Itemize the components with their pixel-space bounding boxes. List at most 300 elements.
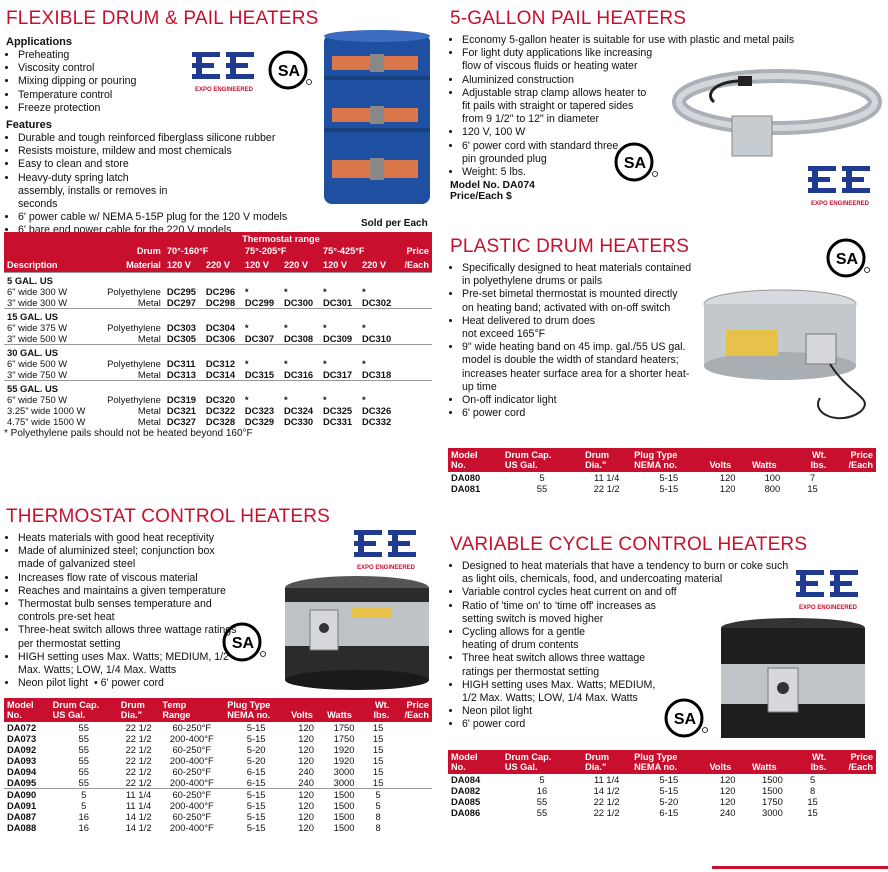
table-cell (829, 807, 876, 818)
table-cell: DA072 (7, 722, 37, 733)
header-cell (796, 448, 829, 472)
table-cell: * (362, 394, 366, 405)
col-220v: 220 V (362, 260, 387, 270)
table-cell: 22 1/2 (125, 755, 152, 766)
list-item: • HIGH setting uses Max. Watts; MEDIUM, 1/2 Max. Watts; LOW, 1/4 Max. Watts (462, 679, 662, 705)
table-cell: 120 (719, 483, 736, 494)
table-cell: 120 (298, 789, 314, 800)
table-cell: 120 (298, 755, 314, 766)
table-cell: 16 (78, 811, 89, 822)
table-cell: 5-15 (246, 811, 266, 822)
table-cell: DC313 (166, 369, 197, 380)
list-item: • Designed to heat materials that have a tendency to burn or coke such as light oils, chemicals, food, and undercoating material (462, 560, 802, 586)
table-cell: 6" wide 750 W (7, 394, 68, 405)
ee-logo-icon (794, 568, 862, 604)
table-cell: 3.25" wide 1000 W (7, 405, 86, 416)
header-line: Drum (585, 752, 610, 762)
table-cell: 5 (539, 472, 545, 483)
header-line: Range (162, 710, 191, 720)
table-row (448, 785, 876, 796)
table-cell: 6-15 (246, 777, 266, 788)
table-cell: DC329 (244, 416, 275, 427)
table-header-row (448, 750, 876, 774)
table-cell: 5 (375, 800, 381, 811)
table-cell: * (283, 322, 288, 333)
header-line: /Each (848, 460, 873, 470)
table-cell: 60-250°F (172, 789, 212, 800)
table-header-row (4, 232, 432, 244)
header-line (327, 700, 361, 710)
table-row (4, 733, 432, 744)
list-item: • Thermostat bulb senses temperature and controls pre-set heat (18, 598, 238, 624)
price-cell (398, 405, 432, 416)
col-120v: 120 V (244, 260, 269, 270)
header-cell (706, 448, 749, 472)
table-cell: DC321 (166, 405, 197, 416)
table-row (4, 394, 432, 405)
table-cell: 3000 (333, 766, 355, 777)
price-cell (392, 811, 432, 822)
table-row (4, 358, 432, 369)
csa-icon (614, 140, 660, 184)
header-line: Plug Type (634, 450, 678, 460)
col-description: Description (7, 260, 58, 270)
header-cell (159, 698, 224, 722)
thermostat-table-wrap (4, 698, 432, 833)
thermostat-table (4, 698, 432, 833)
table-cell: 55 (78, 766, 89, 777)
flexible-table-wrap (4, 232, 432, 439)
table-cell: DC306 (205, 333, 236, 344)
table-cell: 1500 (761, 774, 783, 785)
ee-logo-icon (190, 50, 258, 86)
csa-text: SA (673, 711, 697, 728)
table-cell: 120 (719, 785, 736, 796)
table-cell: DA094 (7, 766, 37, 777)
list-item: • Pre-set bimetal thermostat is mounted directly on heating band; activated with on-off switch (462, 288, 692, 314)
header-cell (502, 448, 582, 472)
table-cell: * (244, 358, 249, 369)
list-item: • 6' power cord (462, 718, 802, 731)
thermostat-title: THERMOSTAT CONTROL HEATERS (6, 506, 330, 527)
list-item: • 6' power cord with standard three pin grounded plug (462, 140, 622, 166)
table-row (4, 744, 432, 755)
table-cell: DC324 (283, 405, 314, 416)
header-line: Drum (120, 700, 145, 710)
list-item-text: Neon pilot light (18, 677, 89, 690)
table-cell: DA088 (7, 822, 37, 833)
table-cell: 55 (78, 755, 89, 766)
table-cell: 6" wide 500 W (7, 358, 68, 369)
table-cell: DA080 (451, 472, 481, 483)
header-cell (502, 750, 582, 774)
table-cell: * (244, 322, 249, 333)
table-cell: DC328 (205, 416, 236, 427)
table-cell: Metal (137, 297, 161, 308)
flexible-title: FLEXIBLE DRUM & PAIL HEATERS (6, 8, 319, 29)
variable-title: VARIABLE CYCLE CONTROL HEATERS (450, 534, 808, 555)
table-cell: 3000 (761, 807, 783, 818)
header-cell (224, 698, 288, 722)
price-cell (398, 333, 432, 345)
header-cell (631, 448, 706, 472)
expo-engineered-logo (352, 528, 420, 571)
price-cell (392, 744, 432, 755)
header-line: Plug Type (227, 700, 271, 710)
header-line (291, 700, 321, 710)
header-line: /Each (404, 710, 429, 720)
table-cell: 14 1/2 (125, 822, 152, 833)
range-2: 75°-205°F (244, 246, 287, 256)
table-cell: * (322, 286, 327, 297)
csa-logo (222, 620, 268, 669)
table-cell: DC301 (322, 297, 353, 308)
header-line: US Gal. (504, 460, 538, 470)
table-cell: DC298 (205, 297, 236, 308)
list-item: • Resists moisture, mildew and most chemicals (18, 145, 308, 158)
pail-heater-icon (672, 62, 882, 172)
list-item: • Viscosity control (18, 62, 434, 75)
table-cell: 5 (81, 789, 87, 800)
table-row (4, 800, 432, 811)
header-line (752, 752, 793, 762)
footnote: * Polyethylene pails should not be heated beyond 160°F (4, 428, 253, 439)
bottom-rule (712, 866, 888, 869)
table-cell: 55 (536, 483, 548, 494)
header-cell (582, 448, 631, 472)
table-cell: 5-15 (659, 785, 679, 796)
list-item: • Made of aluminized steel; conjunction box made of galvanized steel (18, 545, 238, 571)
list-item: • 6' power cord (462, 407, 692, 420)
table-cell: * (322, 394, 327, 405)
table-cell: Polyethylene (107, 358, 161, 369)
table-cell: DC323 (244, 405, 275, 416)
drum-heater-icon (718, 616, 868, 746)
list-item: • Specifically designed to heat materials contained in polyethylene drums or pails (462, 262, 692, 288)
header-line: Drum Cap. (504, 752, 552, 762)
ee-logo-icon (352, 528, 420, 564)
table-cell: * (283, 286, 288, 297)
expo-engineered-logo (806, 164, 874, 207)
table-row (4, 777, 432, 789)
table-row (4, 405, 432, 416)
list-item: • Neon pilot light • 6' power cord (18, 677, 238, 690)
sold-per-each: Sold per Each (361, 218, 428, 229)
table-cell: 22 1/2 (125, 766, 152, 777)
thermostat-drum-image (282, 574, 432, 697)
variable-table (448, 750, 876, 818)
table-cell: 8 (375, 811, 381, 822)
price-cell (398, 416, 432, 427)
table-cell (829, 472, 876, 483)
group-row (4, 273, 432, 287)
table-cell: 22 1/2 (593, 796, 620, 807)
table-cell: 15 (372, 733, 384, 744)
table-cell: 1750 (761, 796, 783, 807)
table-cell (829, 785, 876, 796)
pail5-model: Model No. DA074 (450, 180, 535, 192)
list-item: • For light duty applications like increasing flow of viscous fluids or heating water (462, 47, 672, 73)
table-cell: 240 (298, 777, 314, 788)
table-cell: 200-400°F (169, 822, 214, 833)
list-item: • 6' bare end power cable for the 220 V models (18, 224, 308, 237)
csa-logo (664, 696, 710, 745)
group-row (4, 345, 432, 359)
table-cell: 5-20 (246, 755, 266, 766)
table-cell: DC316 (283, 369, 314, 380)
header-line: US Gal. (52, 710, 86, 720)
table-cell: DA087 (7, 811, 37, 822)
table-cell: DC330 (283, 416, 314, 427)
csa-text: SA (277, 63, 301, 80)
table-cell: 200-400°F (169, 733, 214, 744)
table-cell: DC307 (244, 333, 275, 344)
table-cell: * (244, 286, 249, 297)
ee-logo-icon (806, 164, 874, 200)
table-cell: 15 (807, 796, 818, 807)
col-220v: 220 V (205, 260, 230, 270)
table-cell: DA085 (451, 796, 481, 807)
table-cell: 60-250°F (172, 811, 212, 822)
table-cell: DC296 (205, 286, 236, 297)
table-row (4, 789, 432, 801)
header-line: Price (850, 450, 873, 460)
table-cell: 1920 (333, 755, 355, 766)
table-cell: 200-400°F (169, 777, 214, 788)
group-label: 30 GAL. US (4, 345, 432, 359)
header-line: US Gal. (504, 762, 538, 772)
ee-caption: EXPO ENGINEERED (194, 87, 253, 93)
ee-caption: EXPO ENGINEERED (356, 565, 415, 571)
table-cell: DC299 (244, 297, 275, 308)
header-line: Watts (751, 460, 777, 470)
flexible-table (4, 232, 432, 427)
col-220v: 220 V (283, 260, 308, 270)
header-line: Drum Cap. (504, 450, 552, 460)
list-item: • Easy to clean and store (18, 158, 308, 171)
table-cell: 200-400°F (169, 800, 214, 811)
table-row (4, 286, 432, 297)
table-cell: 11 1/4 (125, 789, 152, 800)
table-cell (829, 774, 876, 785)
list-item: • Temperature control (18, 89, 434, 102)
header-line: NEMA no. (227, 710, 271, 720)
table-cell: 5-15 (659, 774, 679, 785)
expo-engineered-logo (190, 50, 258, 93)
table-cell: Metal (137, 405, 161, 416)
table-header-row (4, 698, 432, 722)
table-cell: 5-20 (659, 796, 679, 807)
features-label: Features (6, 119, 52, 132)
list-item: • HIGH setting uses Max. Watts; MEDIUM, 1/2 Max. Watts; LOW, 1/4 Max. Watts (18, 651, 238, 677)
pail-band-image (672, 62, 882, 177)
table-cell: Polyethylene (107, 394, 161, 405)
table-cell: DC318 (362, 369, 392, 380)
list-item-text: 6' power cord (100, 677, 164, 690)
table-cell: 5-15 (246, 789, 266, 800)
table-cell: * (322, 322, 327, 333)
list-item: • Aluminized construction (462, 74, 822, 87)
table-cell: 22 1/2 (125, 722, 152, 733)
table-cell: DC314 (205, 369, 236, 380)
table-cell: DC332 (362, 416, 392, 427)
table-cell: 5 (809, 774, 816, 785)
header-line: Wt. (811, 450, 827, 460)
table-cell: 1750 (333, 722, 355, 733)
table-row (4, 297, 432, 309)
header-cell (582, 750, 631, 774)
table-cell: 55 (78, 733, 89, 744)
variable-drum-image (718, 616, 868, 751)
list-item: • Mixing dipping or pouring (18, 75, 434, 88)
col-120v: 120 V (166, 260, 191, 270)
drum-heater-icon (320, 28, 435, 208)
table-cell: 5-15 (659, 483, 679, 494)
header-line (709, 450, 746, 460)
table-row (4, 755, 432, 766)
header-cell (324, 698, 364, 722)
table-cell: DA081 (451, 483, 481, 494)
table-cell: 5 (539, 774, 545, 785)
csa-icon (826, 236, 872, 280)
group-row (4, 309, 432, 323)
table-row (4, 811, 432, 822)
header-line: Model (7, 700, 34, 710)
table-cell: 3" wide 500 W (7, 333, 68, 344)
table-cell: 15 (372, 755, 384, 766)
table-cell: 11 1/4 (593, 472, 620, 483)
table-cell: 6" wide 375 W (7, 322, 68, 333)
header-cell (829, 750, 876, 774)
table-cell: DC312 (205, 358, 236, 369)
ee-caption: EXPO ENGINEERED (798, 605, 857, 611)
table-cell: Polyethylene (107, 286, 161, 297)
table-cell: DC310 (362, 333, 392, 344)
header-line: Wt. (811, 752, 827, 762)
table-cell: DA095 (7, 777, 37, 788)
table-cell: 8 (809, 785, 816, 796)
table-cell: 1500 (333, 811, 355, 822)
table-cell: Metal (137, 369, 161, 380)
list-item: • Durable and tough reinforced fiberglass silicone rubber (18, 132, 308, 145)
table-cell: 5-15 (246, 722, 266, 733)
table-cell: Metal (137, 416, 161, 427)
table-cell: DC305 (166, 333, 197, 344)
table-cell: 240 (719, 807, 736, 818)
list-item: • Increases flow rate of viscous material (18, 572, 238, 585)
header-line: Price (406, 700, 429, 710)
table-cell: DC303 (166, 322, 197, 333)
table-cell: 120 (719, 472, 736, 483)
list-item: • Three heat switch allows three wattage ratings per thermostat setting (462, 652, 662, 678)
plastic-heater-icon (700, 286, 880, 430)
table-cell: 55 (536, 807, 548, 818)
table-cell: 8 (375, 822, 381, 833)
table-cell: 120 (298, 822, 314, 833)
table-cell: 1500 (333, 822, 355, 833)
table-cell: 55 (536, 796, 548, 807)
table-cell: DC327 (166, 416, 197, 427)
table-cell: 200-400°F (169, 755, 214, 766)
table-row (448, 483, 876, 494)
header-line: /Each (848, 762, 873, 772)
table-cell: DC302 (362, 297, 392, 308)
table-cell: * (283, 394, 288, 405)
plastic-table (448, 448, 876, 494)
list-item: • Reaches and maintains a given temperature (18, 585, 238, 598)
header-cell (288, 698, 324, 722)
header-line: Dia." (585, 762, 607, 772)
price-cell (392, 789, 432, 801)
header-line: Dia." (585, 460, 607, 470)
table-cell: DC320 (205, 394, 236, 405)
table-cell: 1500 (761, 785, 783, 796)
header-line: NEMA no. (634, 460, 678, 470)
table-cell: 5-15 (246, 800, 266, 811)
list-item: • Adjustable strap clamp allows heater to fit pails with straight or tapered sides from 9 1/2" to 12" in diameter (462, 87, 652, 127)
header-line: Volts (709, 460, 732, 470)
list-item: • Freeze protection (18, 102, 434, 115)
header-line: Watts (751, 762, 777, 772)
table-cell: 5-20 (246, 744, 266, 755)
table-cell: 16 (78, 822, 89, 833)
csa-logo (614, 140, 660, 189)
header-line: Watts (327, 710, 352, 720)
table-cell: 15 (372, 744, 384, 755)
col-price: Price (406, 246, 429, 256)
col-each: /Each (404, 260, 429, 270)
table-row (4, 722, 432, 733)
list-item: • Cycling allows for a gentle heating of drum contents (462, 626, 592, 652)
variable-table-wrap (448, 750, 876, 818)
csa-icon (222, 620, 268, 664)
table-cell: 14 1/2 (125, 811, 152, 822)
table-cell: 1920 (333, 744, 355, 755)
group-label: 15 GAL. US (4, 309, 432, 323)
price-cell (398, 394, 432, 405)
table-cell: Polyethylene (107, 322, 161, 333)
list-item: • Variable control cycles heat current on and off (462, 586, 802, 599)
list-item: • Three-heat switch allows three wattage ratings per thermostat setting (18, 624, 238, 650)
table-cell: 11 1/4 (125, 800, 152, 811)
group-label: 5 GAL. US (4, 273, 432, 287)
table-cell: 22 1/2 (593, 807, 620, 818)
list-item: • 6' power cable w/ NEMA 5-15P plug for the 120 V models (18, 211, 308, 224)
table-cell: * (362, 286, 366, 297)
header-cell (448, 448, 502, 472)
table-cell: 55 (78, 722, 89, 733)
header-line: Drum (585, 450, 610, 460)
range-1: 70°-160°F (166, 246, 209, 256)
csa-icon (664, 696, 710, 740)
table-cell: DA093 (7, 755, 37, 766)
table-cell: 15 (372, 777, 384, 788)
table-cell: DC322 (205, 405, 236, 416)
table-cell: DC309 (322, 333, 353, 344)
table-cell: 4.75" wide 1500 W (7, 416, 86, 427)
drum-heater-icon (282, 574, 432, 692)
price-cell (392, 722, 432, 733)
price-cell (398, 358, 432, 369)
col-material: Material (126, 260, 161, 270)
price-cell (398, 286, 432, 297)
table-cell: 22 1/2 (125, 744, 152, 755)
header-line: No. (451, 460, 466, 470)
header-cell (4, 698, 50, 722)
header-cell (796, 750, 829, 774)
price-cell (392, 822, 432, 833)
table-header-row (448, 448, 876, 472)
